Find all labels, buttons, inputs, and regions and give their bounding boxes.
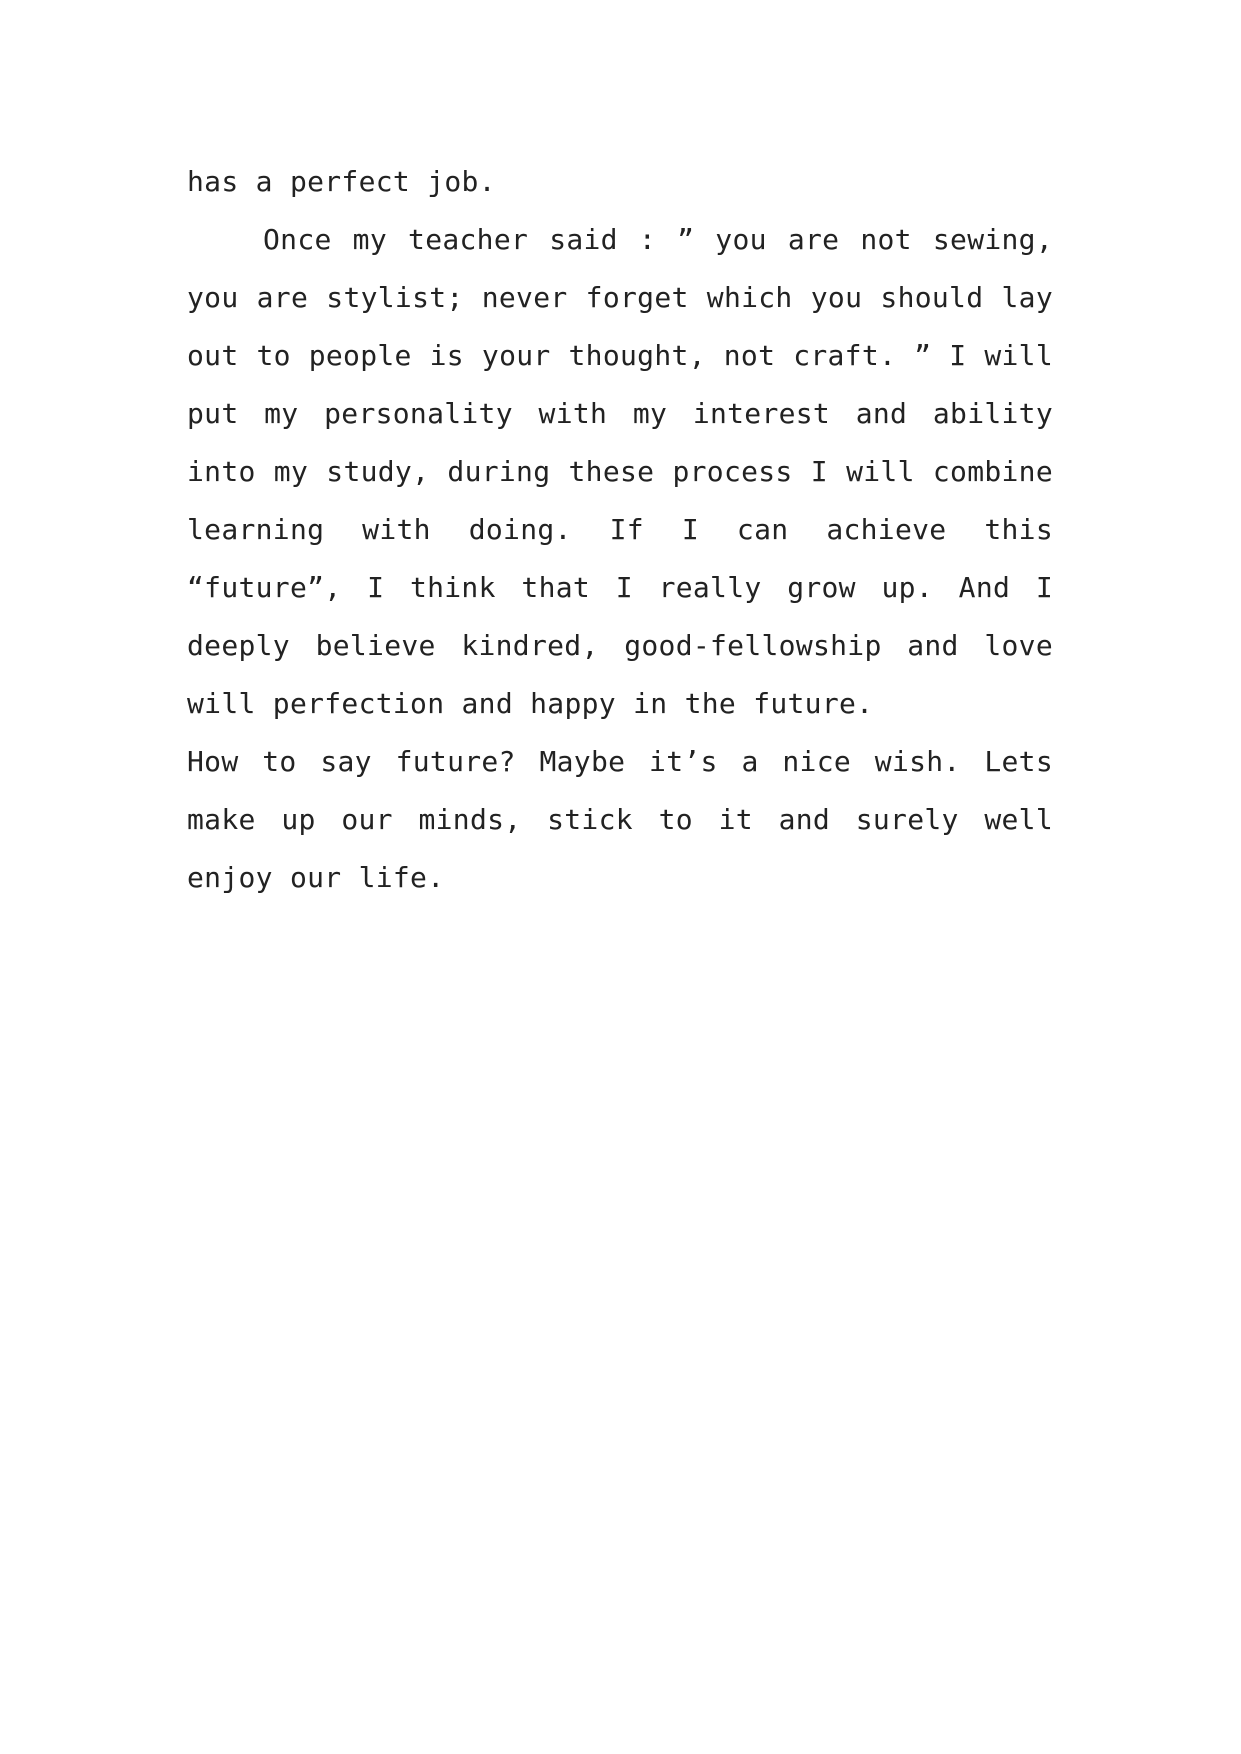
text-line-2-content: Once my teacher said : ” you are not sewing, [263,223,1053,256]
text-line-6: into my study, during these process I will combine [187,455,1053,488]
text-line-9: deeply believe kindred, good-fellowship and love [187,629,1053,662]
text-line-3: you are stylist; never forget which you should lay [187,281,1053,314]
text-line-4: out to people is your thought, not craft. ” I will [187,339,1053,372]
text-line-12: make up our minds, stick to it and surely well [187,803,1053,836]
text-line-1: has a perfect job. [187,165,496,198]
text-line-8: “future”, I think that I really grow up. And I [187,571,1053,604]
text-line-10: will perfection and happy in the future. [187,687,874,720]
text-line-11: How to say future? Maybe it’s a nice wish. Lets [187,745,1053,778]
text-line-2 [187,220,1053,260]
text-line-7: learning with doing. If I can achieve this [187,513,1053,546]
text-line-13: enjoy our life. [187,861,445,894]
text-line-5: put my personality with my interest and ability [187,397,1053,430]
